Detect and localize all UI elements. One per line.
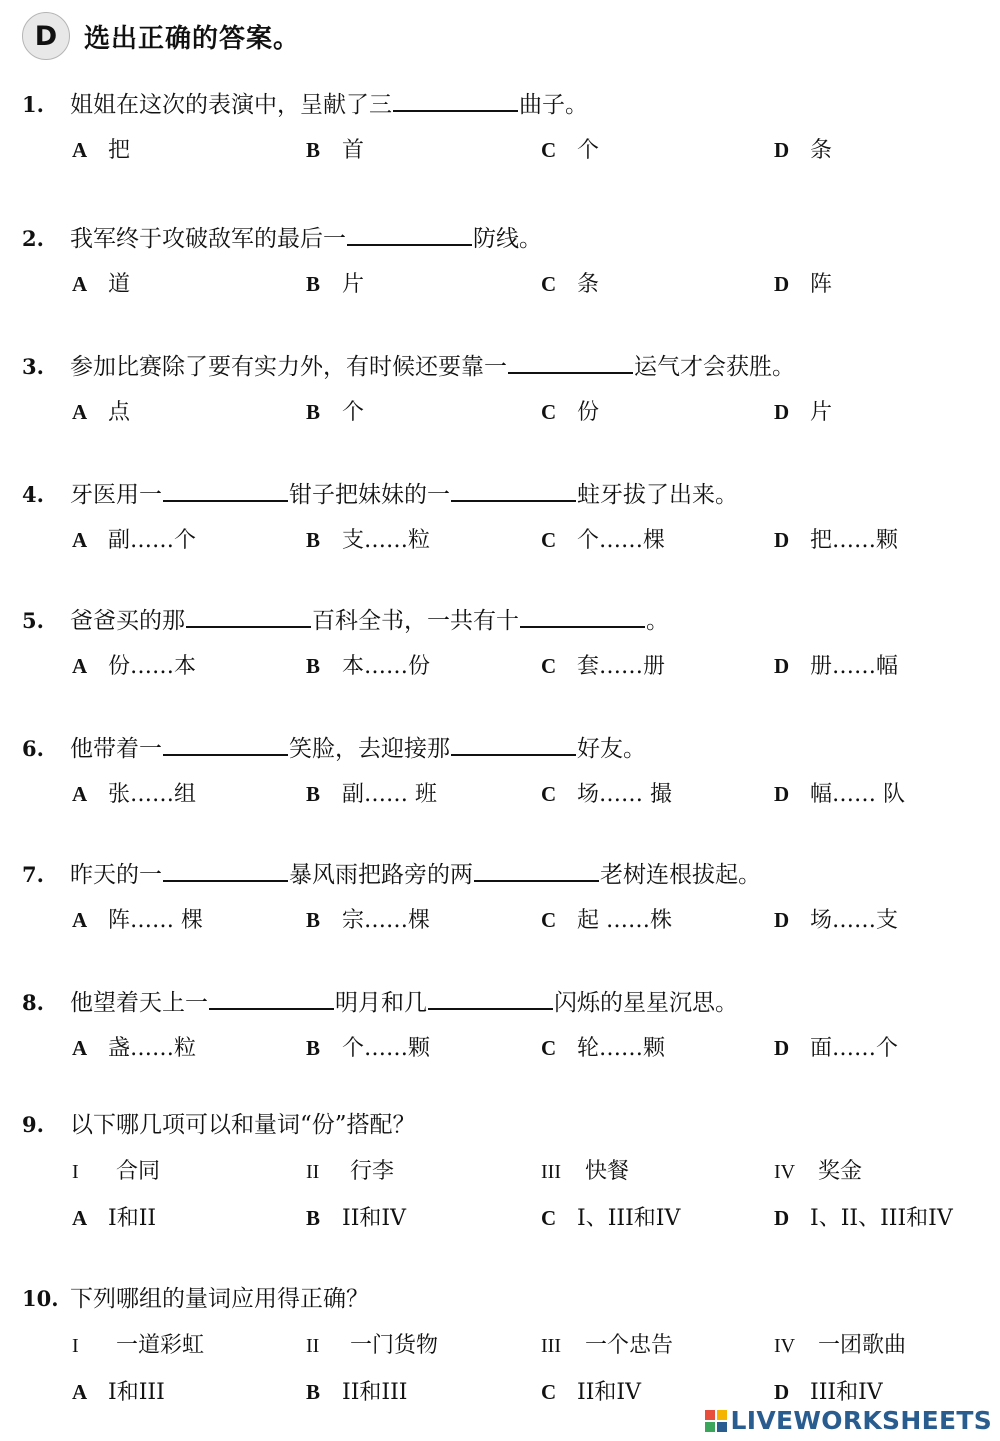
answer-blank[interactable] [474, 858, 599, 882]
option-a[interactable] [72, 1376, 165, 1409]
section-badge: D [22, 12, 70, 60]
option-d[interactable] [774, 396, 832, 429]
option-text: 宗……棵 [342, 908, 431, 933]
option-letter: A [72, 400, 88, 424]
option-text: 场…… 撮 [577, 782, 672, 807]
option-letter: D [774, 1036, 790, 1060]
option-letter: B [306, 138, 321, 162]
option-letter: A [72, 1206, 88, 1230]
answer-blank[interactable] [508, 350, 633, 374]
option-letter: A [72, 272, 88, 296]
question-text-part: 暴风雨把路旁的两 [289, 862, 473, 888]
watermark [705, 1406, 992, 1435]
question-text [22, 1284, 369, 1314]
option-row [0, 524, 1000, 558]
statement-text: 快餐 [585, 1159, 630, 1184]
option-letter: C [541, 654, 557, 678]
option-text: 套……册 [577, 654, 666, 679]
option-text: I、II、III和IV [810, 1206, 953, 1231]
statement-item [306, 1156, 394, 1188]
question-text-part: 防线。 [473, 226, 542, 252]
option-letter: B [306, 908, 321, 932]
statement-text: 一门货物 [350, 1333, 439, 1358]
question-text-part: 笑脸，去迎接那 [289, 736, 450, 762]
question-number: 8. [22, 990, 44, 1015]
option-a[interactable] [72, 1032, 196, 1065]
question-text [22, 858, 761, 890]
statement-text: 一团歌曲 [818, 1333, 907, 1358]
option-text: 副…… 班 [342, 782, 437, 807]
statement-numeral: III [541, 1161, 561, 1183]
option-text: I和II [108, 1206, 157, 1231]
option-b[interactable] [306, 524, 430, 557]
option-a[interactable] [72, 524, 196, 557]
option-c[interactable] [541, 904, 672, 937]
option-a[interactable] [72, 1202, 156, 1235]
statement-numeral: II [306, 1335, 320, 1357]
option-row [0, 396, 1000, 430]
question-number: 10. [22, 1286, 59, 1311]
option-b[interactable] [306, 650, 430, 683]
option-b[interactable] [306, 134, 364, 167]
option-text: 份……本 [108, 654, 197, 679]
option-text: 副……个 [108, 528, 197, 553]
answer-blank[interactable] [163, 858, 288, 882]
option-d[interactable] [774, 904, 898, 937]
option-d[interactable] [774, 524, 898, 557]
question-number: 6. [22, 736, 44, 761]
question-text [22, 350, 795, 382]
statement-row [0, 1156, 1000, 1190]
option-row [0, 1032, 1000, 1066]
option-text: 把 [108, 138, 131, 163]
option-row [0, 268, 1000, 302]
statement-item [774, 1156, 862, 1188]
option-c[interactable] [541, 1202, 680, 1235]
option-text: 阵 [810, 272, 833, 297]
option-letter: B [306, 272, 321, 296]
option-letter: D [774, 1206, 790, 1230]
answer-blank[interactable] [163, 732, 288, 756]
question-text-part: 运气才会获胜。 [634, 354, 795, 380]
option-a[interactable] [72, 778, 196, 811]
logo-square [717, 1410, 727, 1420]
option-letter: D [774, 272, 790, 296]
option-text: 轮……颗 [577, 1036, 666, 1061]
question-text-part: 钳子把妹妹的一 [289, 482, 450, 508]
logo-square [705, 1410, 715, 1420]
question-text [22, 604, 669, 636]
answer-blank[interactable] [186, 604, 311, 628]
option-c[interactable] [541, 778, 672, 811]
option-letter: C [541, 1380, 557, 1404]
answer-blank[interactable] [347, 222, 472, 246]
statement-numeral: IV [774, 1161, 796, 1183]
option-text: 场……支 [810, 908, 899, 933]
option-row [0, 134, 1000, 168]
option-text: 条 [810, 138, 833, 163]
answer-blank[interactable] [520, 604, 645, 628]
option-letter: C [541, 908, 557, 932]
statement-numeral: I [72, 1335, 79, 1357]
option-letter: B [306, 1036, 321, 1060]
question-number: 1. [22, 92, 44, 117]
option-b[interactable] [306, 904, 430, 937]
option-text: 份 [577, 400, 600, 425]
option-letter: D [774, 654, 790, 678]
question-text-part: 蛀牙拔了出来。 [577, 482, 738, 508]
statement-text: 一个忠告 [585, 1333, 674, 1358]
option-text: 个……颗 [342, 1036, 431, 1061]
section-title: 选出正确的答案。 [84, 23, 301, 54]
option-letter: C [541, 138, 557, 162]
statement-item [72, 1330, 204, 1362]
liveworksheets-logo-icon [705, 1410, 727, 1432]
option-text: 盏……粒 [108, 1036, 197, 1061]
watermark-text: LIVEWORKSHEETS [730, 1406, 992, 1435]
option-text: 片 [810, 400, 833, 425]
option-letter: A [72, 654, 88, 678]
option-text: II和III [342, 1380, 408, 1405]
question-text-part: 闪烁的星星沉思。 [554, 990, 738, 1016]
option-text: 面……个 [810, 1036, 899, 1061]
option-text: 支……粒 [342, 528, 431, 553]
option-letter: C [541, 1206, 557, 1230]
option-b[interactable] [306, 1032, 430, 1065]
option-letter: B [306, 782, 321, 806]
option-letter: B [306, 528, 321, 552]
option-a[interactable] [72, 904, 203, 937]
option-a[interactable] [72, 268, 130, 301]
option-text: II和IV [577, 1380, 641, 1405]
option-text: 个 [577, 138, 600, 163]
question-text-part: 他望着天上一 [70, 990, 208, 1016]
option-a[interactable] [72, 396, 130, 429]
option-letter: A [72, 528, 88, 552]
option-letter: B [306, 1380, 321, 1404]
option-text: 册……幅 [810, 654, 899, 679]
option-b[interactable] [306, 268, 364, 301]
answer-blank[interactable] [451, 478, 576, 502]
option-d[interactable] [774, 650, 898, 683]
option-d[interactable] [774, 1202, 953, 1235]
option-row [0, 650, 1000, 684]
option-b[interactable] [306, 1202, 406, 1235]
option-row [0, 1376, 1000, 1410]
question-text-part: 百科全书，一共有十 [312, 608, 519, 634]
answer-blank[interactable] [393, 88, 518, 112]
option-letter: D [774, 908, 790, 932]
answer-blank[interactable] [209, 986, 334, 1010]
option-row [0, 778, 1000, 812]
statement-text: 合同 [116, 1159, 161, 1184]
logo-square [717, 1422, 727, 1432]
option-letter: A [72, 908, 88, 932]
option-letter: C [541, 400, 557, 424]
option-text: 阵…… 棵 [108, 908, 203, 933]
option-letter: A [72, 138, 88, 162]
answer-blank[interactable] [163, 478, 288, 502]
option-letter: B [306, 1206, 321, 1230]
option-text: I、III和IV [577, 1206, 681, 1231]
statement-numeral: I [72, 1161, 79, 1183]
question-number: 3. [22, 354, 44, 379]
question-text-part: 曲子。 [519, 92, 588, 118]
question-text-part: 下列哪组的量词应用得正确？ [70, 1286, 369, 1312]
option-letter: D [774, 400, 790, 424]
statement-item [72, 1156, 160, 1188]
option-text: II和IV [342, 1206, 406, 1231]
question-text-part: 以下哪几项可以和量词“份”搭配？ [70, 1112, 416, 1138]
option-text: III和IV [810, 1380, 883, 1405]
statement-row [0, 1330, 1000, 1364]
option-letter: A [72, 1036, 88, 1060]
question-text [22, 478, 738, 510]
option-letter: C [541, 1036, 557, 1060]
question-text-part: 好友。 [577, 736, 646, 762]
option-a[interactable] [72, 650, 196, 683]
option-letter: D [774, 782, 790, 806]
option-text: 道 [108, 272, 131, 297]
question-text-part: 牙医用一 [70, 482, 162, 508]
statement-numeral: IV [774, 1335, 796, 1357]
option-letter: D [774, 1380, 790, 1404]
question-text-part: 。 [646, 608, 669, 634]
option-text: 张……组 [108, 782, 197, 807]
statement-text: 行李 [350, 1159, 395, 1184]
question-text-part: 爸爸买的那 [70, 608, 185, 634]
option-text: 点 [108, 400, 131, 425]
statement-text: 一道彩虹 [116, 1333, 205, 1358]
option-text: I和III [108, 1380, 165, 1405]
option-c[interactable] [541, 396, 599, 429]
option-row [0, 904, 1000, 938]
option-letter: A [72, 782, 88, 806]
section-header [22, 12, 300, 60]
option-text: 幅…… 队 [810, 782, 905, 807]
question-text [22, 222, 542, 254]
question-number: 5. [22, 608, 44, 633]
option-b[interactable] [306, 778, 437, 811]
option-text: 把……颗 [810, 528, 899, 553]
option-letter: C [541, 782, 557, 806]
question-text [22, 732, 646, 764]
question-number: 2. [22, 226, 44, 251]
option-letter: D [774, 138, 790, 162]
option-text: 片 [342, 272, 365, 297]
question-text-part: 我军终于攻破敌军的最后一 [70, 226, 346, 252]
option-b[interactable] [306, 396, 364, 429]
statement-numeral: II [306, 1161, 320, 1183]
option-d[interactable] [774, 268, 832, 301]
question-number: 7. [22, 862, 44, 887]
statement-text: 奖金 [818, 1159, 863, 1184]
option-c[interactable] [541, 134, 599, 167]
question-text-part: 昨天的一 [70, 862, 162, 888]
option-row [0, 1202, 1000, 1236]
option-text: 本……份 [342, 654, 431, 679]
option-c[interactable] [541, 1032, 665, 1065]
option-d[interactable] [774, 778, 905, 811]
question-text [22, 986, 738, 1018]
option-letter: C [541, 528, 557, 552]
logo-square [705, 1422, 715, 1432]
option-letter: C [541, 272, 557, 296]
question-text-part: 他带着一 [70, 736, 162, 762]
question-text-part: 老树连根拔起。 [600, 862, 761, 888]
option-text: 条 [577, 272, 600, 297]
answer-blank[interactable] [451, 732, 576, 756]
option-d[interactable] [774, 134, 832, 167]
statement-numeral: III [541, 1335, 561, 1357]
question-text [22, 88, 588, 120]
statement-item [774, 1330, 906, 1362]
option-c[interactable] [541, 268, 599, 301]
option-d[interactable] [774, 1376, 883, 1409]
option-letter: D [774, 528, 790, 552]
statement-item [541, 1330, 673, 1362]
option-letter: B [306, 654, 321, 678]
option-letter: B [306, 400, 321, 424]
question-text-part: 明月和几 [335, 990, 427, 1016]
question-text [22, 1110, 416, 1140]
question-number: 9. [22, 1112, 44, 1137]
option-text: 个 [342, 400, 365, 425]
question-text-part: 姐姐在这次的表演中，呈献了三 [70, 92, 392, 118]
option-text: 起 ……株 [577, 908, 672, 933]
option-b[interactable] [306, 1376, 407, 1409]
option-c[interactable] [541, 524, 665, 557]
option-a[interactable] [72, 134, 130, 167]
option-d[interactable] [774, 1032, 898, 1065]
option-text: 个……棵 [577, 528, 666, 553]
question-text-part: 参加比赛除了要有实力外，有时候还要靠一 [70, 354, 507, 380]
statement-item [306, 1330, 438, 1362]
question-number: 4. [22, 482, 44, 507]
option-c[interactable] [541, 1376, 641, 1409]
answer-blank[interactable] [428, 986, 553, 1010]
option-c[interactable] [541, 650, 665, 683]
option-text: 首 [342, 138, 365, 163]
statement-item [541, 1156, 629, 1188]
option-letter: A [72, 1380, 88, 1404]
